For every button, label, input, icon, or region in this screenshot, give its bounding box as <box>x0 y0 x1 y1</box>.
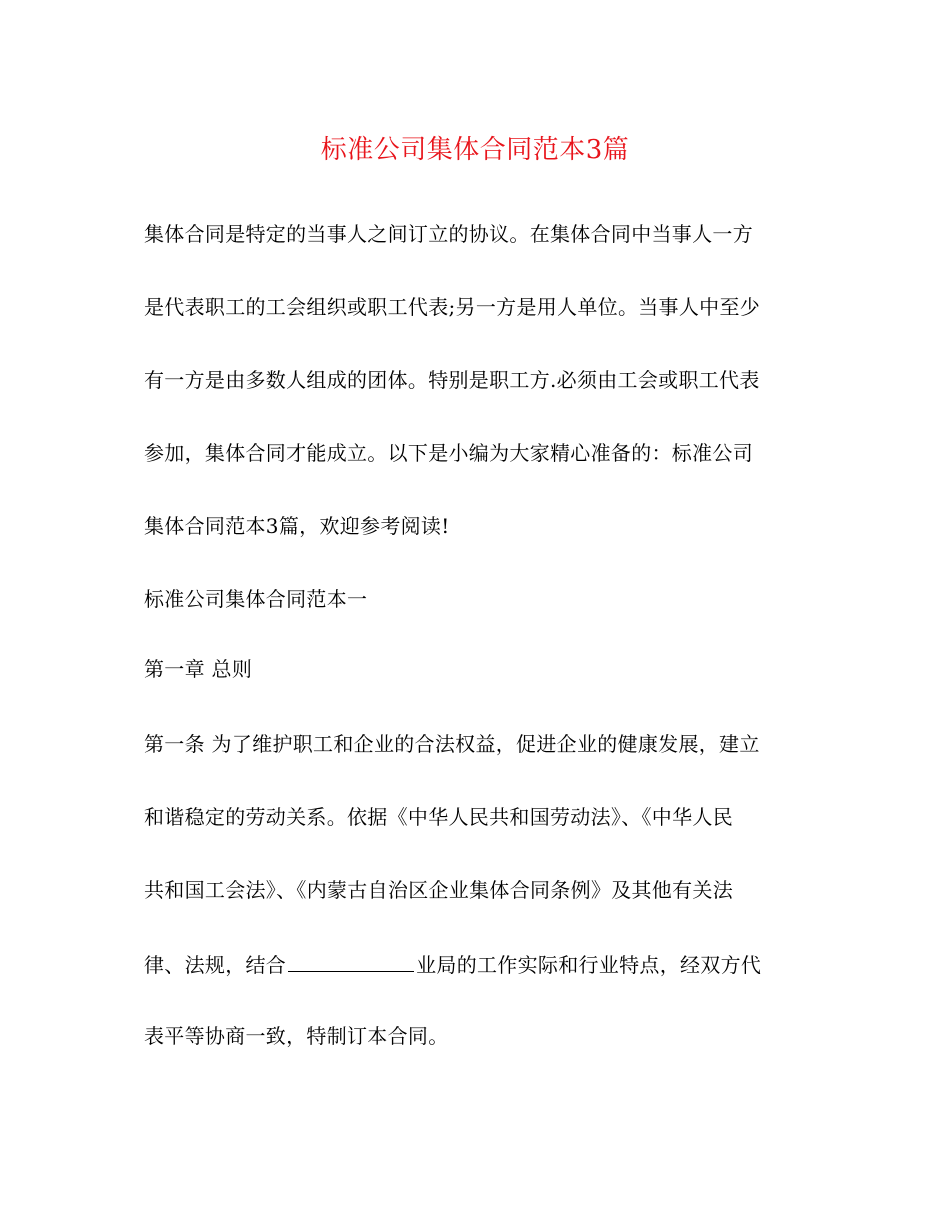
document-title: 标准公司集体合同范本3篇 <box>320 135 630 165</box>
article-line: 第一条 为了维护职工和企业的合法权益，促进企业的健康发展，建立 <box>144 732 760 756</box>
intro-line: 有一方是由多数人组成的团体。特别是职工方.必须由工会或职工代表 <box>144 368 760 392</box>
fill-in-blank <box>288 949 414 972</box>
chapter-heading: 第一章 总则 <box>144 657 253 681</box>
article-line: 和谐稳定的劳动关系。依据《中华人民共和国劳动法》、《中华人民 <box>144 805 733 829</box>
intro-line: 参加，集体合同才能成立。以下是小编为大家精心准备的：标准公司 <box>144 441 753 465</box>
article-line-with-blank <box>144 949 761 979</box>
article-line: 表平等协商一致，特制订本合同。 <box>144 1024 449 1048</box>
article-line: 共和国工会法》、《内蒙古自治区企业集体合同条例》及其他有关法 <box>144 878 733 902</box>
intro-line: 集体合同是特定的当事人之间订立的协议。在集体合同中当事人一方 <box>144 222 753 246</box>
intro-line: 是代表职工的工会组织或职工代表;另一方是用人单位。当事人中至少 <box>144 295 761 319</box>
article-line-start: 律、法规，结合 <box>144 953 287 977</box>
section-heading: 标准公司集体合同范本一 <box>144 587 368 611</box>
article-line-end: 业局的工作实际和行业特点，经双方代 <box>416 953 762 977</box>
intro-line: 集体合同范本3篇，欢迎参考阅读! <box>144 514 450 538</box>
